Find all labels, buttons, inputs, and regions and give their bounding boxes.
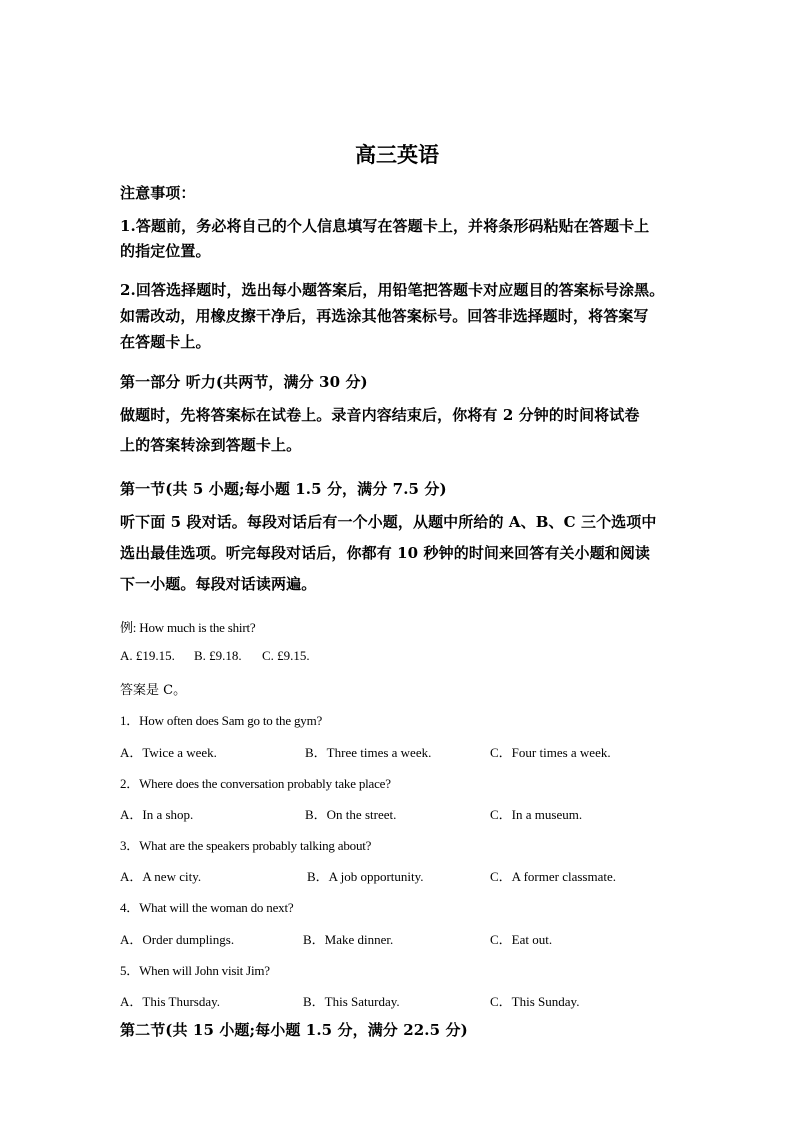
question-4-option-c: C．Eat out. (490, 932, 553, 947)
question-3-option-b: B．A job opportunity. (307, 869, 424, 884)
question-2-option-b: B．On the street. (305, 807, 397, 822)
page-title: 高三英语 (355, 142, 439, 167)
question-5-option-b: B．This Saturday. (303, 994, 400, 1009)
part1-instruction-line-1: 做题时，先将答案标在试卷上。录音内容结束后，你将有 2 分钟的时间将试卷 (120, 406, 640, 424)
section1-instruction-line-2: 选出最佳选项。听完每段对话后，你都有 10 秒钟的时间来回答有关小题和阅读 (120, 544, 651, 562)
part1-heading: 第一部分 听力(共两节，满分 30 分) (120, 373, 368, 391)
question-4-option-b: B．Make dinner. (303, 932, 394, 947)
section1-instruction-line-3: 下一小题。每段对话读两遍。 (120, 575, 317, 593)
question-5-text: 5．When will John visit Jim? (120, 963, 270, 978)
question-5-option-a: A．This Thursday. (120, 994, 221, 1009)
question-3-text: 3．What are the speakers probably talking about? (120, 838, 372, 853)
notice-2-line-1: 2.回答选择题时，选出每小题答案后，用铅笔把答题卡对应题目的答案标号涂黑。 (120, 281, 665, 299)
example-answer: 答案是 C。 (120, 683, 187, 698)
example-question: 例: How much is the shirt? (120, 620, 256, 635)
notice-heading: 注意事项： (120, 184, 196, 202)
notice-2-line-3: 在答题卡上。 (120, 333, 211, 351)
question-1-option-c: C．Four times a week. (490, 745, 611, 760)
example-option-a: A. £19.15. (120, 648, 175, 663)
section1-heading: 第一节(共 5 小题;每小题 1.5 分，满分 7.5 分) (120, 480, 447, 498)
section2-heading: 第二节(共 15 小题;每小题 1.5 分，满分 22.5 分) (120, 1021, 468, 1039)
section1-instruction-line-1: 听下面 5 段对话。每段对话后有一个小题，从题中所给的 A、B、C 三个选项中 (120, 513, 657, 531)
notice-2-line-2: 如需改动，用橡皮擦干净后，再选涂其他答案标号。回答非选择题时，将答案写 (120, 307, 649, 325)
notice-1-line-1: 1.答题前，务必将自己的个人信息填写在答题卡上，并将条形码粘贴在答题卡上 (120, 217, 650, 235)
question-4-text: 4．What will the woman do next? (120, 900, 294, 915)
question-1-text: 1．How often does Sam go to the gym? (120, 713, 323, 728)
question-3-option-c: C．A former classmate. (490, 869, 616, 884)
question-1-option-a: A．Twice a week. (120, 745, 217, 760)
question-2-option-a: A．In a shop. (120, 807, 194, 822)
question-3-option-a: A．A new city. (120, 869, 202, 884)
question-1-option-b: B．Three times a week. (305, 745, 432, 760)
question-5-option-c: C．This Sunday. (490, 994, 580, 1009)
example-option-c: C. £9.15. (262, 648, 310, 663)
notice-1-line-2: 的指定位置。 (120, 242, 211, 260)
question-2-option-c: C．In a museum. (490, 807, 583, 822)
question-4-option-a: A．Order dumplings. (120, 932, 235, 947)
part1-instruction-line-2: 上的答案转涂到答题卡上。 (120, 436, 302, 454)
example-option-b: B. £9.18. (194, 648, 242, 663)
question-2-text: 2．Where does the conversation probably take place? (120, 776, 391, 791)
